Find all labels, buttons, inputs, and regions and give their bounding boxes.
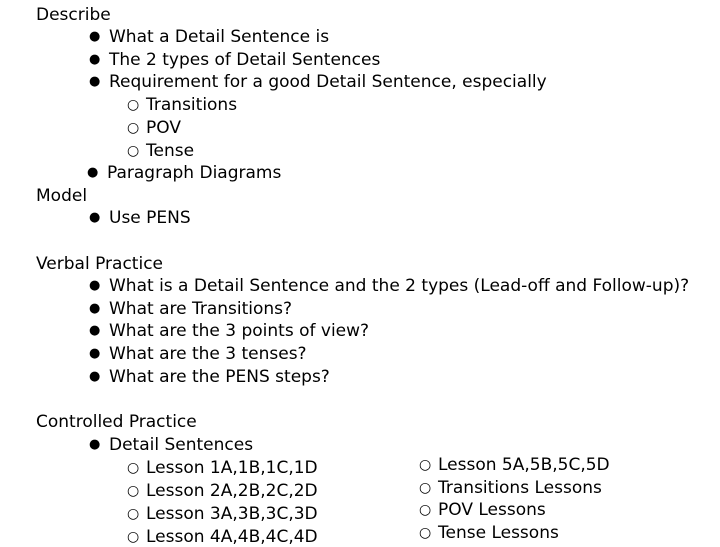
section-heading-model: Model — [36, 186, 88, 206]
circle-bullet-icon: ○ — [127, 460, 140, 476]
circle-bullet-icon: ○ — [419, 480, 432, 496]
bullet-icon: ● — [89, 323, 101, 338]
circle-bullet-icon: ○ — [127, 483, 140, 499]
circle-bullet-icon: ○ — [419, 502, 432, 518]
circle-bullet-icon: ○ — [419, 457, 432, 473]
bullet-icon: ● — [89, 346, 101, 361]
section-heading-verbal-practice: Verbal Practice — [36, 254, 163, 274]
bullet-icon: ● — [89, 74, 101, 89]
lesson-left-1: Lesson 1A,1B,1C,1D — [146, 458, 318, 478]
verbal-item-1: What is a Detail Sentence and the 2 types (Lead-off and Follow-up)? — [109, 276, 690, 296]
describe-subitem-pov: POV — [146, 118, 181, 138]
circle-bullet-icon: ○ — [127, 529, 140, 545]
lesson-left-2: Lesson 2A,2B,2C,2D — [146, 481, 318, 501]
bullet-icon: ● — [89, 369, 101, 384]
circle-bullet-icon: ○ — [127, 506, 140, 522]
describe-item-3: Requirement for a good Detail Sentence, especially — [109, 72, 547, 92]
section-heading-describe: Describe — [36, 5, 111, 25]
describe-item-1: What a Detail Sentence is — [109, 27, 330, 47]
bullet-icon: ● — [89, 301, 101, 316]
lesson-right-3: POV Lessons — [438, 500, 546, 520]
describe-item-2: The 2 types of Detail Sentences — [109, 50, 381, 70]
model-item-1: Use PENS — [109, 208, 191, 228]
verbal-item-3: What are the 3 points of view? — [109, 321, 370, 341]
section-heading-controlled-practice: Controlled Practice — [36, 412, 197, 432]
lesson-right-2: Transitions Lessons — [438, 478, 602, 498]
lesson-right-1: Lesson 5A,5B,5C,5D — [438, 455, 610, 475]
lesson-right-4: Tense Lessons — [438, 523, 559, 543]
bullet-icon: ● — [89, 29, 101, 44]
verbal-item-2: What are Transitions? — [109, 299, 293, 319]
bullet-icon: ● — [87, 165, 99, 180]
lesson-left-3: Lesson 3A,3B,3C,3D — [146, 504, 318, 524]
describe-item-paragraph-diagrams: Paragraph Diagrams — [107, 163, 282, 183]
lesson-left-4: Lesson 4A,4B,4C,4D — [146, 527, 318, 547]
verbal-item-4: What are the 3 tenses? — [109, 344, 307, 364]
controlled-item-detail-sentences: Detail Sentences — [109, 435, 254, 455]
describe-subitem-tense: Tense — [146, 141, 195, 161]
bullet-icon: ● — [89, 210, 101, 225]
bullet-icon: ● — [89, 437, 101, 452]
circle-bullet-icon: ○ — [127, 143, 140, 159]
verbal-item-5: What are the PENS steps? — [109, 367, 330, 387]
circle-bullet-icon: ○ — [127, 120, 140, 136]
bullet-icon: ● — [89, 52, 101, 67]
describe-subitem-transitions: Transitions — [146, 95, 238, 115]
circle-bullet-icon: ○ — [419, 525, 432, 541]
bullet-icon: ● — [89, 278, 101, 293]
circle-bullet-icon: ○ — [127, 97, 140, 113]
